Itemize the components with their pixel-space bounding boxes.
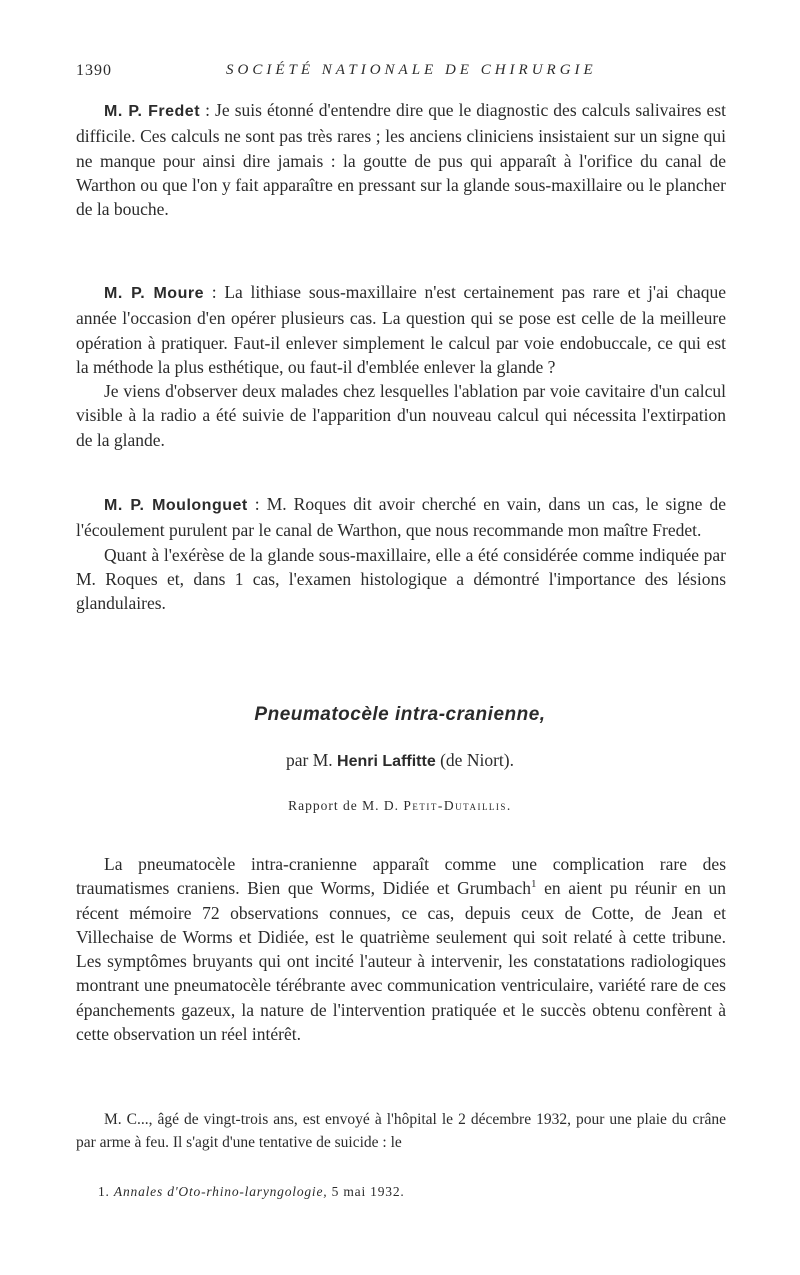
speaker-name: M. P. Moulonguet	[104, 497, 248, 514]
paragraph	[76, 852, 726, 1046]
speaker-name: M. P. Moure	[104, 285, 204, 302]
paragraph-text: La pneumatocèle intra-cranienne apparaît comme une complication rare des traumatismes craniens. Bien que Worms, Didiée et Grumbach	[76, 854, 726, 899]
reporter-name: Petit-Dutaillis.	[403, 798, 512, 813]
paragraph-text: en aient pu réunir en un récent mémoire 72 observations connues, ce cas, depuis ceux de Cotte, de Jean et Villechaise de Worms et Didiée, est le quatrième seulement qui soit relaté à cette tribune. Les symptômes bruyants qui ont incité l'auteur à intervenir, les constatations radiologiques montrant une pneumatocèle térébrante avec communication ventriculaire, variété rare de ces épanchements gazeux, la nature de l'intervention pratiquée et le succès obtenu confèrent à cette observation un réel intérêt.	[76, 878, 726, 1045]
paragraph: Quant à l'exérèse de la glande sous-maxillaire, elle a été considérée comme indiquée par M. Roques et, dans 1 cas, l'examen histologique a démontré l'importance des lésions glandulaires.	[76, 544, 726, 614]
case-report	[76, 1108, 726, 1154]
paragraph	[76, 98, 726, 221]
paragraph	[76, 280, 726, 379]
article-byline	[0, 750, 800, 771]
author-name: Henri Laffitte	[337, 753, 436, 770]
report-line	[0, 798, 800, 814]
running-header	[76, 62, 726, 86]
paragraph	[76, 492, 726, 543]
author-place: (de Niort).	[440, 750, 514, 770]
paragraph: M. C..., âgé de vingt-trois ans, est envoyé à l'hôpital le 2 décembre 1932, pour une plaie du crâne par arme à feu. Il s'agit d'une tentative de suicide : le	[76, 1111, 726, 1151]
comment-moulonguet	[76, 492, 726, 615]
paragraph-text: : La lithiase sous-maxillaire n'est certainement pas rare et j'ai chaque année l'occasion d'en opérer plusieurs cas. La question qui se pose est celle de la meilleure opération à pratiquer. Faut-il enlever simplement le calcul par voie endobuccale, ce qui est la méthode la plus esthétique, ou faut-il d'emblée enlever la glande ?	[76, 282, 726, 377]
footnote-journal: Annales d'Oto-rhino-laryngologie,	[113, 1184, 328, 1199]
footnote-number: 1.	[98, 1184, 110, 1199]
speaker-name: M. P. Fredet	[104, 103, 201, 120]
comment-moure	[76, 280, 726, 452]
article-title: Pneumatocèle intra-cranienne,	[254, 704, 546, 725]
paragraph-text: : M. Roques dit avoir cherché en vain, dans un cas, le signe de l'écoulement purulent par le canal de Warthon, que nous recommande mon maître Fredet.	[76, 494, 727, 541]
paragraph: Je viens d'observer deux malades chez lesquelles l'ablation par voie cavitaire d'un calcul visible à la radio a été suivie de l'apparition d'un nouveau calcul qui nécessita l'extirpation de la glande.	[76, 381, 726, 450]
byline-prefix: par M.	[286, 750, 333, 770]
comment-fredet	[76, 98, 726, 221]
footnote-date: 5 mai 1932.	[331, 1184, 405, 1199]
report-prefix: Rapport de M. D.	[288, 798, 400, 813]
page-number: 1390	[76, 62, 112, 79]
running-title: SOCIÉTÉ NATIONALE DE CHIRURGIE	[226, 62, 597, 78]
footnote-reference: 1	[530, 878, 537, 891]
article-body	[76, 852, 726, 1046]
footnote	[98, 1184, 405, 1200]
paragraph-text: : Je suis étonné d'entendre dire que le diagnostic des calculs salivaires est difficile. Ces calculs ne sont pas très rares ; les anciens cliniciens insistaient sur un signe qui ne manque pour ainsi dire jamais : la goutte de pus qui apparaît à l'orifice du canal de Warthon ou que l'on y fait apparaître en pressant sur la glande sous-maxillaire ou le plancher de la bouche.	[76, 100, 726, 220]
